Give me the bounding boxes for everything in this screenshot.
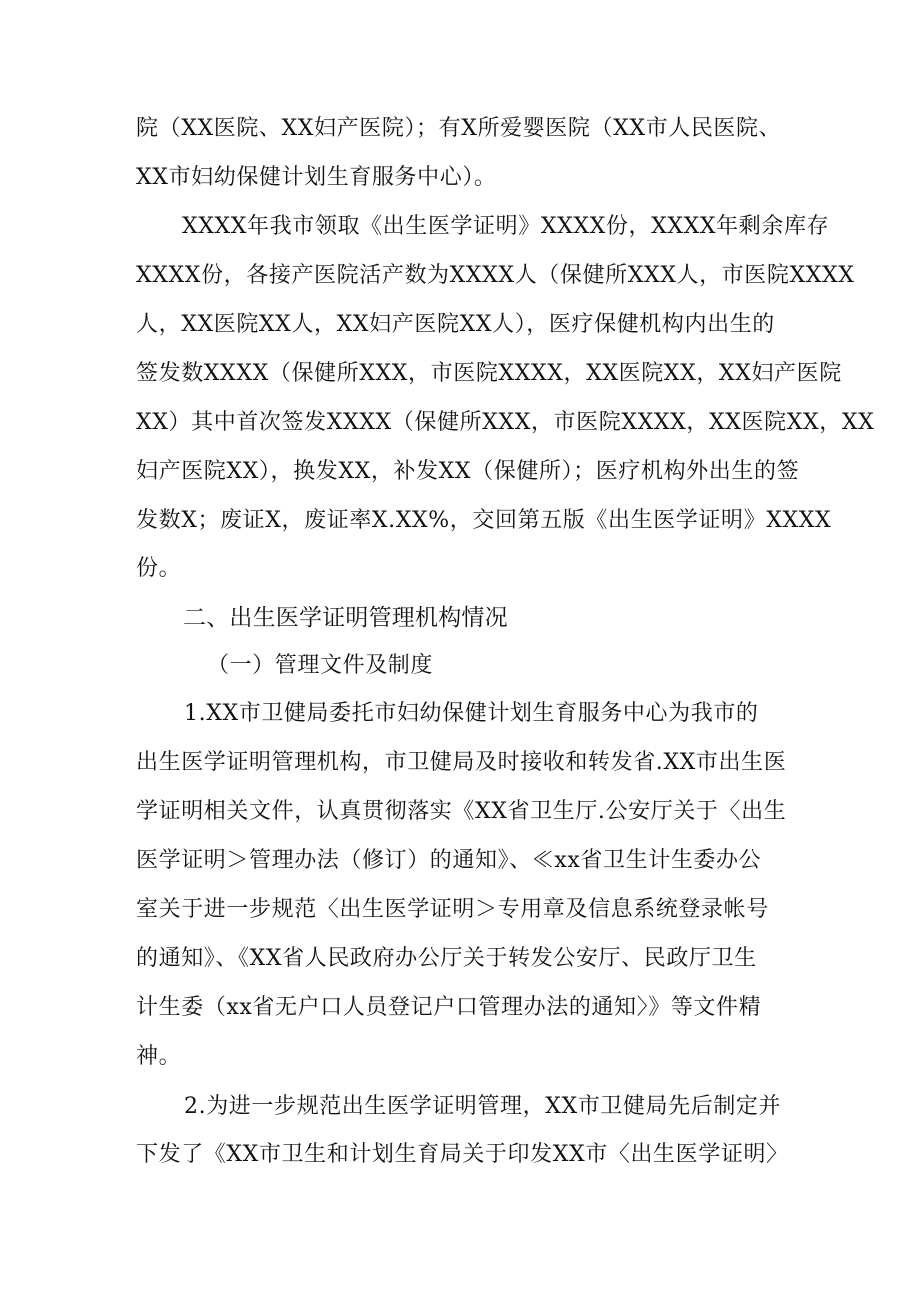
body-text-line: XXXX份，各接产医院活产数为XXXX人（保健所XXX人，市医院XXXX xyxy=(136,263,855,288)
body-text-line: 室关于进一步规范〈出生医学证明＞专用章及信息系统登录帐号 xyxy=(136,897,769,922)
body-text-line: XX市妇幼保健计划生育服务中心）。 xyxy=(136,165,497,190)
subsection-heading: （一）管理文件及制度 xyxy=(207,653,434,678)
body-text-line: 份。 xyxy=(136,556,182,581)
body-text-line: 计生委（xx省无户口人员登记户口管理办法的通知〉》等文件精 xyxy=(136,995,762,1020)
body-text-line: 签发数XXXX（保健所XXX，市医院XXXX，XX医院XX，XX妇产医院 xyxy=(136,361,842,386)
body-text-line: 医学证明＞管理办法（修订）的通知》、≪xx省卫生计生委办公 xyxy=(136,848,762,873)
paragraph-first-line: 2.为进一步规范出生医学证明管理，XX市卫健局先后制定并 xyxy=(184,1094,782,1119)
body-text-line: 下发了《XX市卫生和计划生育局关于印发XX市〈出生医学证明〉 xyxy=(136,1142,789,1167)
body-text-line: 的通知》、《XX省人民政府办公厅关于转发公安厅、民政厅卫生 xyxy=(136,946,757,971)
paragraph-first-line: 1.XX市卫健局委托市妇幼保健计划生育服务中心为我市的 xyxy=(184,701,759,726)
body-text-line: 发数X；废证X，废证率X.XX%，交回第五版《出生医学证明》XXXX xyxy=(136,508,832,533)
body-text-line: 学证明相关文件，认真贯彻落实《XX省卫生厅.公安厅关于〈出生 xyxy=(136,799,787,824)
paragraph-first-line: XXXX年我市领取《出生医学证明》XXXX份，XXXX年剩余库存 xyxy=(182,214,830,239)
section-heading: 二、出生医学证明管理机构情况 xyxy=(183,605,508,631)
body-text-line: 妇产医院XX），换发XX，补发XX（保健所）；医疗机构外出生的签 xyxy=(136,459,800,484)
body-text-line: XX）其中首次签发XXXX（保健所XXX，市医院XXXX，XX医院XX，XX xyxy=(136,410,875,435)
body-text-line: 神。 xyxy=(136,1044,182,1069)
body-text-line: 院（XX医院、XX妇产医院）；有X所爱婴医院（XX市人民医院、 xyxy=(136,116,782,141)
body-text-line: 人，XX医院XX人，XX妇产医院XX人），医疗保健机构内出生的 xyxy=(136,312,775,337)
body-text-line: 出生医学证明管理机构，市卫健局及时接收和转发省.XX市出生医 xyxy=(136,750,787,775)
